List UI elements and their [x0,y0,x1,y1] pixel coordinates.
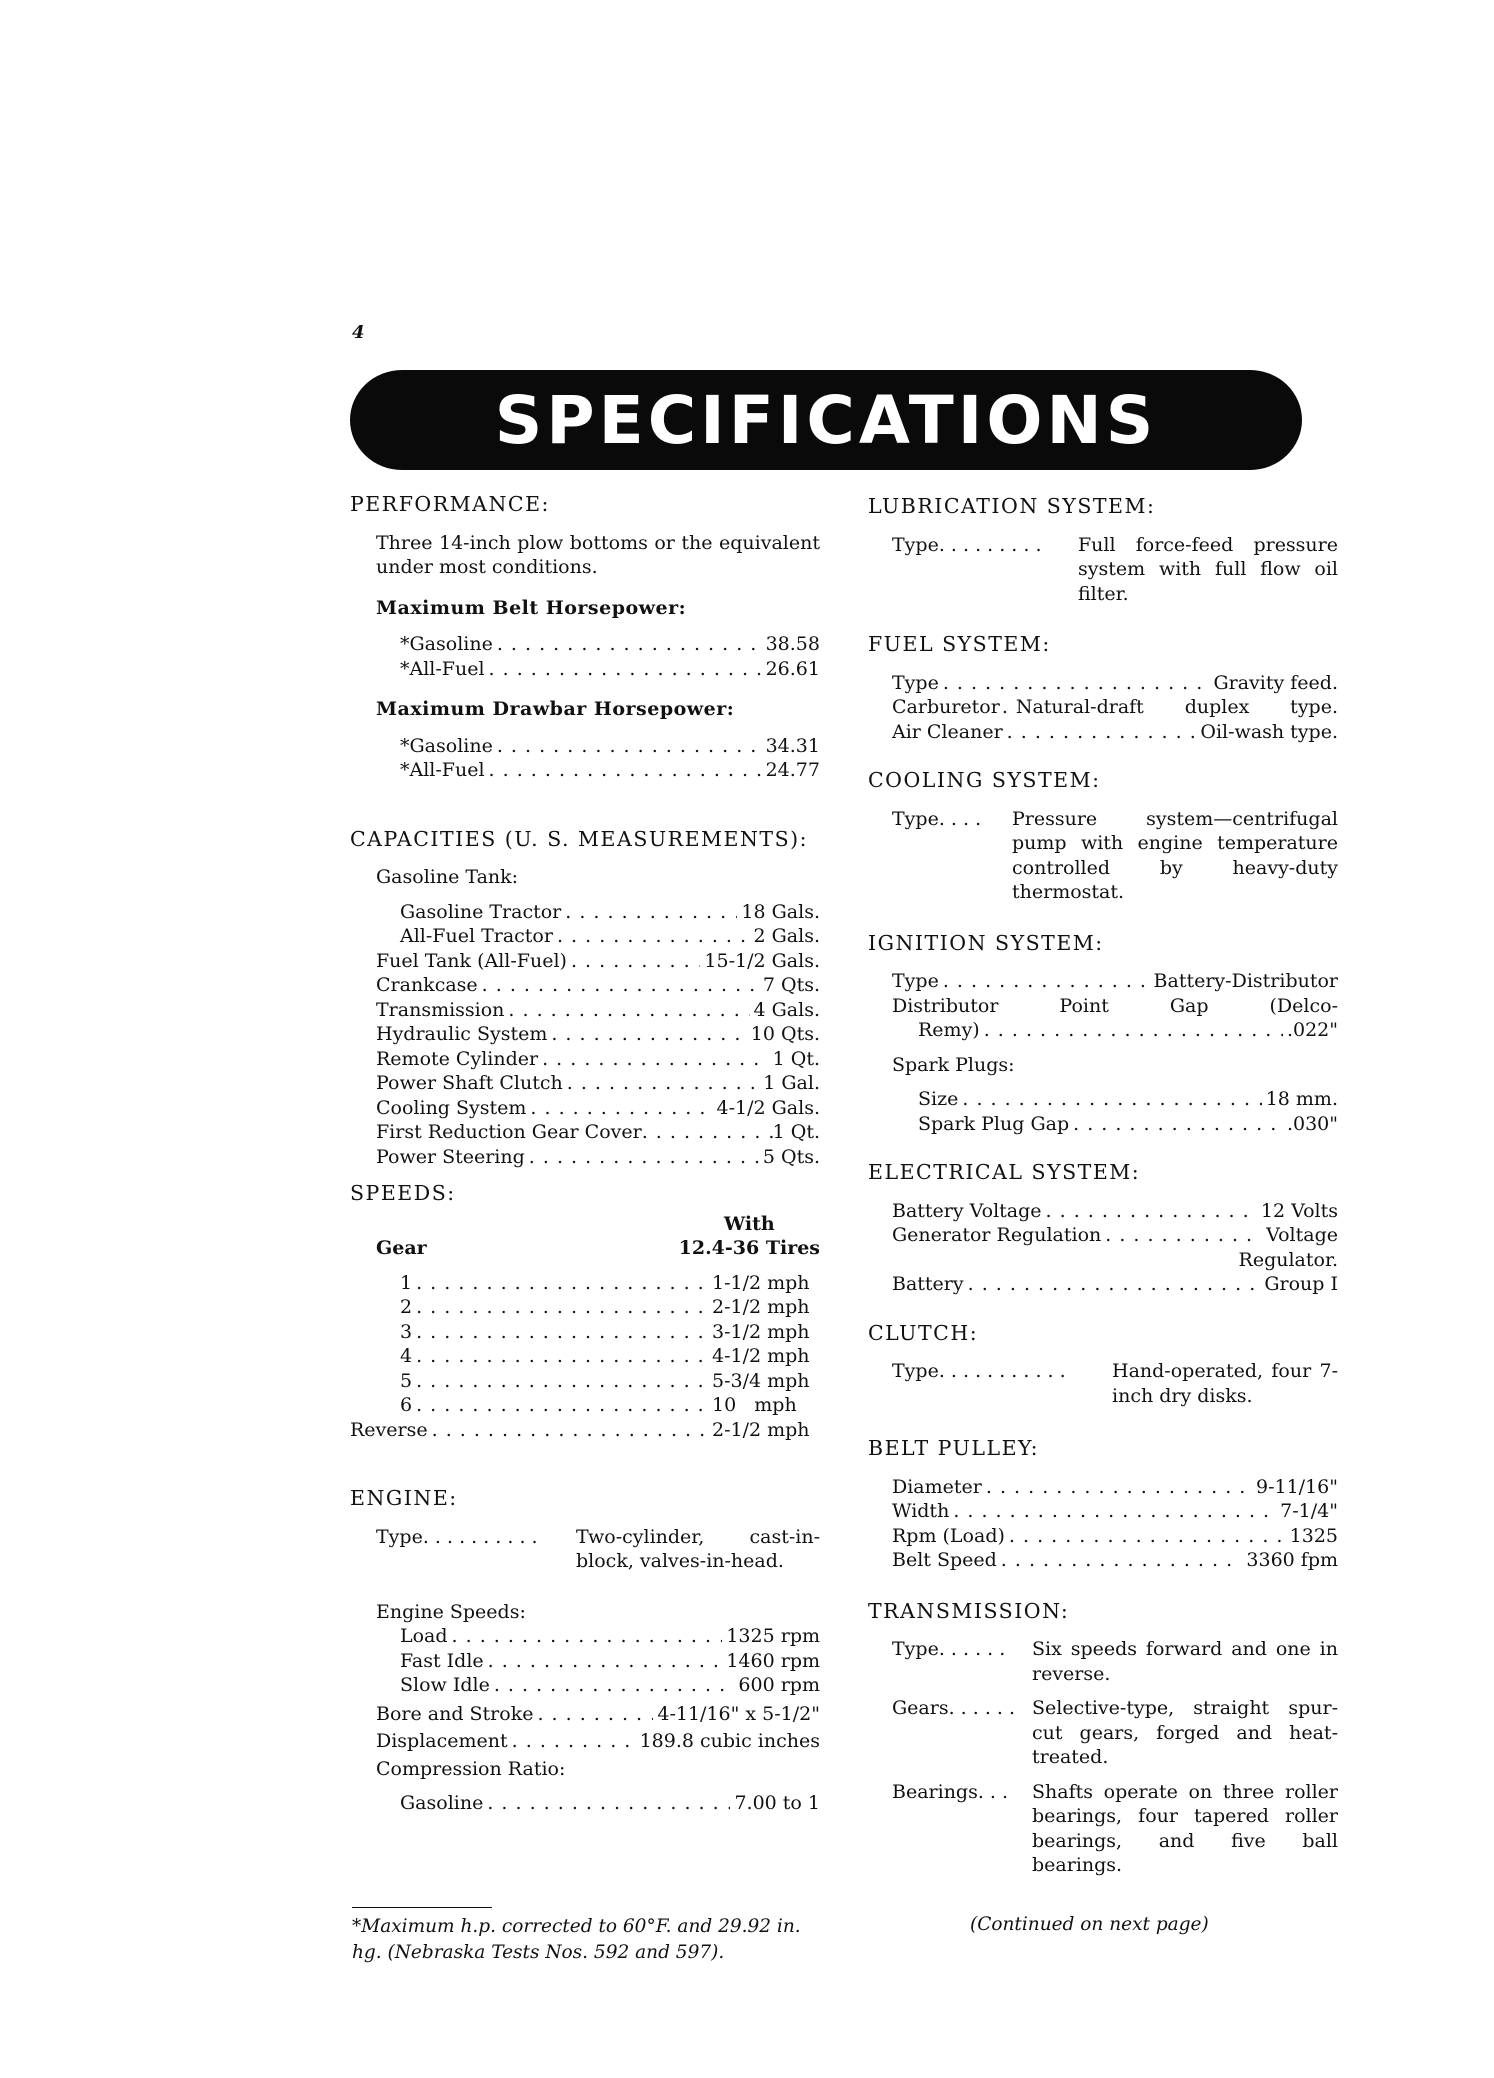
spec-row: Remy) . . . .022" [918,1018,1338,1043]
spec-row: Belt Speed . . . 3360 fpm [892,1548,1338,1573]
capacities-heading: CAPACITIES (U. S. MEASUREMENTS): [350,826,809,851]
point-gap-label: Distributor Point Gap (Delco- [892,994,1338,1017]
footnote: *Maximum h.p. corrected to 60°F. and 29.92 in. hg. (Nebraska Tests Nos. 592 and 597). [352,1916,801,1963]
generator-value-2: Regulator. [1238,1248,1338,1271]
speed-row: 1 . . . 1-1/2 mph [400,1271,820,1296]
speed-row: 5 . . . 5-3/4 mph [400,1369,820,1394]
spec-row: Size . . . 18 mm. [918,1087,1338,1112]
spec-row: Type . . . Gravity feed. [892,671,1338,696]
banner-title: SPECIFICATIONS [494,381,1158,459]
spec-row: First Reduction Gear Cover . . . 1 Qt. [376,1120,820,1145]
spec-row: Transmission . . . 4 Gals. [376,998,820,1023]
spec-row: *Gasoline . . . 38.58 [400,632,820,657]
page-number: 4 [352,322,365,343]
belt-hp-heading: Maximum Belt Horsepower: [376,596,687,619]
tires-col-header: With 12.4-36 Tires [678,1212,820,1259]
clutch-type: Type . . . . . . . . . . . Hand-operated, four 7-inch dry disks. [892,1360,1338,1407]
gear-col-header: Gear [376,1237,427,1259]
spec-row: Crankcase . . . 7 Qts. [376,973,820,998]
belt-pulley-heading: BELT PULLEY: [868,1436,1039,1460]
transmission-bearings: Bearings . . . Shafts operate on three roller bearings, four tapered roller bearings, and five ball bearings. [892,1780,1338,1876]
clutch-heading: CLUTCH: [868,1320,979,1345]
lubrication-type: Type . . . . . . . . . Full force-feed pressure system with full flow oil filter. [892,533,1338,605]
electrical-heading: ELECTRICAL SYSTEM: [868,1160,1141,1184]
spec-row: Gasoline Tractor . . . 18 Gals. [400,900,820,925]
right-column [868,494,1338,1878]
spec-row: Width . . . 7-1/4" [892,1499,1338,1524]
left-column [350,492,820,1816]
spec-row: Power Steering . . . 5 Qts. [376,1145,820,1170]
spec-row: Battery Voltage . . . 12 Volts [892,1199,1338,1224]
performance-heading: PERFORMANCE: [350,492,550,516]
spec-row: Load . . . 1325 rpm [400,1624,820,1649]
spec-row: Gasoline . . . 7.00 to 1 [400,1791,820,1816]
transmission-gears: Gears . . . . . . Selective-type, straight spur-cut gears, forged and heat-treated. [892,1697,1338,1768]
ignition-heading: IGNITION SYSTEM: [868,930,1104,955]
drawbar-hp-heading: Maximum Drawbar Horsepower: [376,698,735,720]
spec-row: Hydraulic System . . . 10 Qts. [376,1022,820,1047]
speed-row: 3 . . . 3-1/2 mph [400,1320,820,1345]
spec-row: Slow Idle . . . 600 rpm [400,1673,820,1698]
spec-row: Fuel Tank (All-Fuel) . . . 15-1/2 Gals. [376,949,820,974]
spec-row: Bore and Stroke . . . 4-11/16" x 5-1/2" [376,1702,820,1727]
speed-row: 6 . . . 10 mph [400,1393,820,1418]
spec-row: Displacement . . . 189.8 cubic inches [376,1729,820,1754]
spec-row: Battery . . . Group I [892,1272,1338,1297]
spark-plugs-label: Spark Plugs: [892,1053,1015,1076]
spec-row: Fast Idle . . . 1460 rpm [400,1649,820,1674]
compression-label: Compression Ratio: [376,1757,566,1780]
cooling-heading: COOLING SYSTEM: [868,768,1101,792]
speed-row-reverse: Reverse . . . 2-1/2 mph [350,1418,820,1443]
engine-type: Type . . . . . . . . . . Two-cylinder, cast-in-block, valves-in-head. [376,1525,820,1572]
speed-row: 2 . . . 2-1/2 mph [400,1295,820,1320]
spec-row: *All-Fuel . . . 26.61 [400,657,820,682]
spec-row: Spark Plug Gap . . . .030" [918,1112,1338,1137]
speeds-heading: SPEEDS: [350,1181,456,1205]
spec-row: Diameter . . . 9-11/16" [892,1475,1338,1500]
lubrication-heading: LUBRICATION SYSTEM: [868,494,1156,518]
spec-row: *All-Fuel . . . 24.77 [400,758,820,783]
engine-speeds-label: Engine Speeds: [376,1600,526,1623]
spec-row: Generator Regulation . . . Voltage [892,1223,1338,1248]
spec-row: Remote Cylinder . . . 1 Qt. [376,1047,820,1072]
continued-note: (Continued on next page) [970,1914,1209,1935]
specifications-banner [350,370,1302,470]
gas-tank-label: Gasoline Tank: [376,866,519,888]
spec-row: Carburetor . . . Natural-draft duplex type. [892,695,1338,720]
speeds-header [376,1212,820,1261]
transmission-type: Type . . . . . . Six speeds forward and one in reverse. [892,1638,1338,1685]
spec-row: Type . . . Battery-Distributor [892,969,1338,994]
spec-row: All-Fuel Tractor . . . 2 Gals. [400,924,820,949]
speed-row: 4 . . . 4-1/2 mph [400,1344,820,1369]
transmission-heading: TRANSMISSION: [868,1598,1070,1623]
performance-text: Three 14-inch plow bottoms or the equivalent under most conditions. [376,531,820,578]
spec-row: *Gasoline . . . 34.31 [400,734,820,759]
spec-row: Cooling System . . . 4-1/2 Gals. [376,1096,820,1121]
cooling-type: Type . . . . Pressure system—centrifugal pump with engine temperature controlled by heavy-duty thermostat. [892,807,1338,903]
spec-row: Power Shaft Clutch . . . 1 Gal. [376,1071,820,1096]
spec-row: Air Cleaner . . . Oil-wash type. [892,720,1338,745]
fuel-heading: FUEL SYSTEM: [868,632,1051,656]
engine-heading: ENGINE: [350,1486,458,1510]
spec-row: Rpm (Load) . . . 1325 [892,1524,1338,1549]
footnote-rule [352,1907,492,1908]
